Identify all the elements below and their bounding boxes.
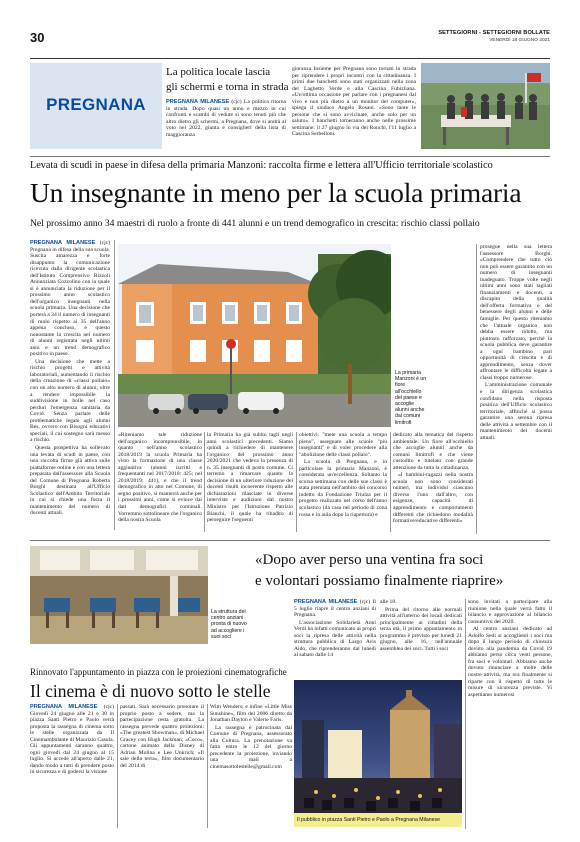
- main-story-top-rule: [30, 156, 550, 157]
- cinema-kicker: Rinnovato l'appuntamento in piazza con le proiezioni cinematografiche: [30, 667, 287, 677]
- quote-story-text-2a: alle 18.: [380, 599, 397, 605]
- main-story-photo: [118, 244, 391, 427]
- main-story-kicker: Levata di scudi in paese in difesa della primaria Manzoni: raccolta firme e lettera all'Ufficio territoriale scolastico: [30, 160, 493, 171]
- quote-headline-1: «Dopo aver perso una ventina fra soci: [255, 552, 484, 568]
- col-divider: [117, 704, 118, 828]
- header-rule: [30, 58, 550, 59]
- main-story-col-5: [393, 432, 473, 536]
- quote-story-byline-tag: (cjc): [359, 599, 371, 605]
- quote-story-text-1b: L'associazione Solidarietà Anni Verdi ha infatti comunicato ai propri soci la ripresa delle attività nella struttura pubblica di Largo Avis Aido, che riprenderanno dal lunedì al sabato dalle 14: [294, 619, 376, 659]
- quote-story-text-3a: sono invitati a partecipare alla riunione nella quale verrà fatto il bilancio e approvazione al bilancio consuntivo del 2020.: [468, 599, 552, 625]
- page-number: 30: [30, 30, 45, 45]
- cinema-headline: Il cinema è di nuovo sotto le stelle: [30, 681, 271, 701]
- publication-date: VENERDÌ 18 GIUGNO 2021: [489, 38, 550, 43]
- section-label-text: PREGNANA: [46, 95, 146, 114]
- main-story-text-1c: Questa prospettiva ha sollevato una levata di scudi in paese, con una raccolta firme già attiva sulle piattaforme online e con una lettera preparata dall'assessore alla Scuola del Comune di Pregnana Roberta Borghi destinata all'Ufficio Scolastico dell'Ambito Territoriale in cui si chiede una forza il mantenimento del numero di docenti attuali.: [30, 444, 110, 517]
- col-divider: [476, 244, 477, 534]
- main-story-headline: Un insegnante in meno per la scuola primaria: [30, 177, 522, 208]
- quote-story-col-1: [294, 599, 376, 673]
- quote-story-top-rule: [30, 540, 550, 541]
- top-story-photo: [421, 63, 550, 149]
- top-story-headline-1: La politica locale lascia: [166, 66, 271, 78]
- cinema-photo: [294, 680, 462, 813]
- main-story-text-5a: dedicato alla tematica del rispetto ambientale. Un fiore all'occhiello che accoglie alunni anche da comuni limitrofi e che viene custodito e tutelato con grande attenzione da tutta la cittadinanza.: [393, 432, 473, 471]
- top-story-byline-tag: (cjc): [231, 99, 242, 105]
- quote-story-photo-caption: La struttura del centro anziani pronta di nuovo ad accogliere i suoi soci: [211, 609, 247, 640]
- main-story-text-5b: «I bambini-ragazzi nella nostra scuola non sono considerati numeri, ma individui ciascuno diverso l'uno dall'altro, con esigenze, capacità di apprendimento e comportamenti differenti che richiedono modalità formative/educative differenti»: [393, 472, 473, 525]
- top-story-text-1: La politica ritorna in strada. Dopo quasi un anno e mezzo in cui confronti e scambi di vedute si sono tenuti più che altro dietro gli schermi, a Pregnana, dove si andrà al voto nel 2022, giunta e consiglieri della lista di maggioranza: [166, 99, 286, 138]
- main-story-text-1b: Una decisione che mette a rischio progetti e attività laboratoriali, aumentando il rischio della creazione di «classi pollaio» con un alto numero di alunni, oltre a rendere impossibile la suddivisione in bolle nel caso perduri l'emergenza sanitaria da Covid. Senza parlare delle problematiche legate agli alunni Bes, ovvero con Bisogni educativi speciali, il cui sostegno sarà messo a rischio.: [30, 358, 110, 444]
- cinema-text-1: Giovedì 24 giugno alle 21 e 30 in piazza Santi Pietro e Paolo verrà proposta la rassegna di cinema sotto le stelle organizzata da Il Cinemambulante di Maurizio Casula. Gli appuntamenti saranno quattro, ogni giovedì dal 24 giugno al 15 luglio. Si accede all'aperto dalle 21, dando modo a tutti di prendere posto in sicurezza e di godersi la visione: [30, 710, 114, 776]
- main-story-byline-tag: (cjc): [99, 240, 110, 246]
- top-story-headline-2: gli schermi e torna in strada: [166, 81, 289, 93]
- publication-name: SETTEGIORNI - SETTEGIORNI BOLLATE: [438, 30, 550, 36]
- quote-story-text-1a: Il 5 luglio riapre il centro anziani di Pregnana.: [294, 599, 376, 619]
- col-divider: [390, 432, 391, 532]
- cinema-text-3b: La rassegna è patrocinata dal Comune di Pregnana, assessorato alla Cultura. La prenotazione va fatta entro le 12 del giorno precedente la proiezione, inviando una mail a cinemasottolestelle@gmail.com: [210, 724, 292, 770]
- cinema-col-2: [120, 704, 204, 830]
- cinema-byline: PREGNANA MILANESE: [30, 704, 98, 710]
- main-story-text-3: la Primaria ha già subito tagli negli anni scolastici precedenti. Siamo quindi a richiedere di mantenere l'organico del prossimo anno 2020/2021 che vedeva la presenza di n. 35 insegnanti di posto comune. Ci terremo a rimarcare quanto la decisione di un ulteriore riduzione dei docenti risulti incoerente rispetto alle dichiarazioni rilasciate in diverse interviste e audizioni dal nostro Ministro per l'Istruzione Patrizio Bianchi, il quale ha ribadito di perseguire l'seguenti: [207, 432, 293, 524]
- quote-story-byline: PREGNANA MILANESE: [294, 599, 358, 605]
- cinema-text-2: passati. Sarà necessario prenotare il proprio posto a sedere, ma la partecipazione resta gratuita. La rassegna prevede quattro proiezioni: «The greatest Showman», di Michael Gracey con Hugh Jackman; «Coco», cartone animato della Disney di Adrian Molina e Lee Unkrich; «Il sale della terra», film documentario del 2014 di: [120, 704, 204, 769]
- col-divider: [465, 599, 466, 829]
- main-story-col-4: [299, 432, 387, 536]
- quote-story-photo: [30, 546, 208, 644]
- centro-anziani-photo: [30, 546, 208, 644]
- cinema-photo-caption: Il pubblico in piazza Santi Pietro e Paolo a Pregnana Milanese: [297, 817, 441, 823]
- col-divider: [204, 432, 205, 532]
- school-building-photo: [118, 244, 391, 427]
- quote-story-col-2: [380, 599, 462, 673]
- quote-story-text-2b: Prima del ritorno alle normali attività all'interno dei locali dedicati principalmente ai cittadini della terza età, il primo appuntamento in programma è previsto per lunedì 21 giugno, alle 16, nell'annuale assemblea dei soci. Tutti i soci: [380, 606, 462, 652]
- main-story-photo-caption: La primaria Manzoni è un fiore all'occhiello del paese e accoglie alunni anche dai comuni limitrofi: [395, 370, 427, 426]
- main-story-text-4a: obiettivi: "mete una scuola a tempo pieno", assegnare alle scuole "più insegnanti" e di voler procedere alla "abolizione delle classi pollaio".: [299, 432, 387, 458]
- main-story-text-1a: Pregnana in difesa della sua scuola. Suscita amarezza e forte disappunto la comunicazione ricevuta dalla dirigente scolastica dell'Istituto Comprensivo Rizzoli Annunziata Cozzolino con la quale si è annunciata la riduzione per il prossimo anno scolastico dell'organico insegnanti nella scuola primaria. Una decisione che porterà a 34 il numero di insegnanti di ruolo rispetto ai 35 dell'anno appena concluso, e questo nonostante la crescita nel numero di alunni registrata negli ultimi anni e un trend demografico positivo in paese.: [30, 246, 110, 358]
- piazza-cinema-photo: [294, 680, 462, 813]
- quote-story-col-3: [468, 599, 552, 829]
- col-divider: [114, 240, 115, 530]
- top-story-text-2: gioranza Insieme per Pregnana sono tornati in strada per riprendere i propri incontri con la cittadinanza. I primi due banchetti sono stati organizzati nella zona del Laghetto Verde e alla Cascina Fubizliana. «Un'ottima occasione per parlare con i pregnanesi dal vivo e non più dietro a un monitor del computer», spiega il sindaco Angelo Rosani. «Sono tante le persone che si sono avvicinate, anche solo per un saluto». I banchetti torneranno anche nelle prossime settimane: il 27 giugno in via dei Ronchi, l'11 luglio a Cascina Serbelloni.: [292, 66, 416, 138]
- top-story-col-2: [292, 66, 416, 149]
- col-divider: [207, 704, 208, 828]
- banchetto-photo: [421, 63, 550, 149]
- main-story-text-4b: La scuola di Pregnana, e in particolare la primaria Manzoni, è considerata un'eccellenza. Soltanto la scorsa settimana con delle sue classi è stata premiata nell'ambito del concorso indetto da Fondazione Triulza per il progetto realizzato nel corso dell'anno scolastico (da casa nel periodo di zona rossa e in aula dopo la riapertura) e: [299, 459, 387, 518]
- top-story-byline: PREGNANA MILANESE: [166, 99, 230, 105]
- main-story-col-3: [207, 432, 293, 536]
- col-divider: [296, 432, 297, 532]
- main-story-col-6: [480, 244, 552, 536]
- quote-headline-2: e volontari possiamo finalmente riaprire»: [255, 573, 504, 589]
- cinema-text-3a: Wim Wenders; e infine «Little Miss Sunshine», film del 2006 diretto da Jonathan Dayton e Valerie Faris.: [210, 704, 292, 724]
- main-story-text-6a: prosegue nella sua lettera l'assessore Borghi. «Comprendere che tutto ciò non può essere garantito con un numero di insegnanti inadeguato. Troppe volte negli ultimi anni sono stati tagliati finanziamenti e docenti, a discapito della qualità dell'offerta formativa e del benessere degli alunni e delle famiglie. Per questo riteniamo che l'attuale organico non debba essere ridotto, ma piuttosto rafforzato, perché la scuola pubblica deve garantire a ogni bambino pari opportunità di crescita e di apprendimento, senza dover affrontare le difficoltà legate a classi troppo numerose.: [480, 244, 552, 381]
- main-story-subhead: Nel prossimo anno 34 maestri di ruolo a fronte di 441 alunni e un trend demografico in crescita: rischio classi pollaio: [30, 218, 480, 229]
- main-story-text-2: «Riteniamo tale riduzione dell'organico incomprensibile, in quanto nell'anno scolastico 2018/2019 la scuola Primaria ha visto la formazione di una classe aggiuntiva (alunni iscritti e frequentanti nel 2017/2018: 425; nel 2018/2019: 441), e che il trend demografico in atto nel Comune, di segno positivo, si manterrà anche per i prossimi anni, come si evince dai dati demografici comunali. Vorremmo sottolineare che l'organico della nostra Scuola: [118, 432, 202, 524]
- main-story-col-2: [118, 432, 202, 536]
- quote-story-text-3b: Al centro anziani dedicato ad Adolfo Sedi si accoglienti i soci ma dopo il lungo periodo di chiusura dovuto alla pandemia da Covid 19 abbiamo perso circa venti persone, fra soci e volontari. Abbiamo anche dovuto rinunciare a molte delle nostre attività, ma ora finalmente si riparte con il rispetto di tutte le misure di sicurezza previste. Vi aspettiamo numerosi: [468, 626, 552, 698]
- cinema-col-1: [30, 704, 114, 830]
- main-story-text-6b: L'amministrazione comunale e la dirigenza scolastica confidano nella risposta positiva dell'Ufficio scolastico territoriale, affinché si possa garantire una serena ripresa delle attività a settembre con il mantenimento dei docenti attuali.: [480, 382, 552, 441]
- cinema-byline-tag: (cjc): [103, 704, 114, 710]
- cinema-col-3: [210, 704, 292, 830]
- top-story-col-1: [166, 99, 286, 149]
- main-story-byline: PREGNANA MILANESE: [30, 240, 96, 246]
